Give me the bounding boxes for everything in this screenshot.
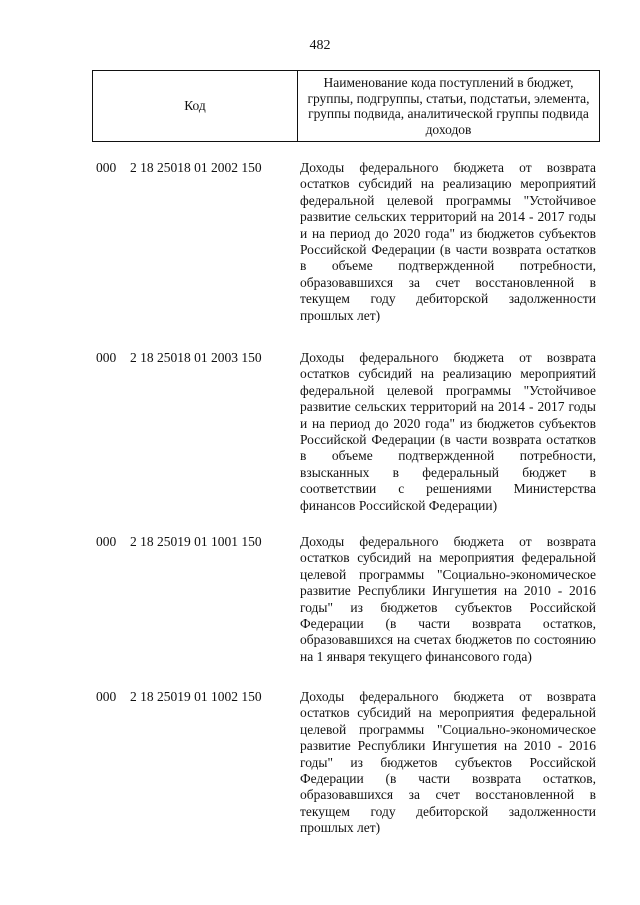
admin-code: 000 <box>96 160 117 175</box>
revenue-name: Доходы федерального бюджета от возврата остатков субсидий на мероприятия федеральной целевой программы "Социально-экономическое развитие Республики Ингушетия на 2010 - 2016 годы" из бюджетов субъектов Российской Федерации (в части возврата остатков, образовавшихся за счет восстановленной в текущем году дебиторской задолженности прошлых лет) <box>300 689 596 836</box>
page-number: 482 <box>309 38 331 53</box>
revenue-code: 2 18 25019 01 1002 150 <box>130 689 262 704</box>
revenue-name: Доходы федерального бюджета от возврата остатков субсидий на реализацию мероприятий федеральной целевой программы "Устойчивое развитие сельских территорий на 2014 - 2017 годы и на период до 2020 года" из бюджетов субъектов Российской Федерации (в части возврата остатков в объеме подтвержденной потребности, образовавшихся за счет восстановленной в текущем году дебиторской задолженности прошлых лет) <box>300 160 596 323</box>
table-row <box>96 350 604 534</box>
code-column-header: Код <box>93 71 298 142</box>
revenue-code: 2 18 25018 01 2002 150 <box>130 160 262 175</box>
table-row <box>96 534 604 689</box>
header-row <box>93 71 600 142</box>
revenue-name: Доходы федерального бюджета от возврата остатков субсидий на мероприятия федеральной целевой программы "Социально-экономическое развитие Республики Ингушетия на 2010 - 2016 годы" из бюджетов субъектов Российской Федерации (в части возврата остатков, образовавшихся на счетах бюджетов по состоянию на 1 января текущего финансового года) <box>300 534 596 664</box>
table-row <box>96 689 604 837</box>
revenue-code: 2 18 25019 01 1001 150 <box>130 534 262 549</box>
name-column-header: Наименование кода поступлений в бюджет, группы, подгруппы, статьи, подстатьи, элемента, группы подвида, аналитической группы подвида доходов <box>298 71 600 142</box>
revenue-name: Доходы федерального бюджета от возврата остатков субсидий на реализацию мероприятий федеральной целевой программы "Устойчивое развитие сельских территорий на 2014 - 2017 годы и на период до 2020 года" из бюджетов субъектов Российской Федерации (в части возврата остатков в объеме подтвержденной потребности, взысканных в федеральный бюджет в соответствии с решениями Министерства финансов Российской Федерации) <box>300 350 596 513</box>
revenue-code-list <box>96 160 604 837</box>
table-row <box>96 160 604 350</box>
column-header-table <box>92 70 600 142</box>
admin-code: 000 <box>96 689 117 704</box>
admin-code: 000 <box>96 350 117 365</box>
admin-code: 000 <box>96 534 117 549</box>
revenue-code: 2 18 25018 01 2003 150 <box>130 350 262 365</box>
